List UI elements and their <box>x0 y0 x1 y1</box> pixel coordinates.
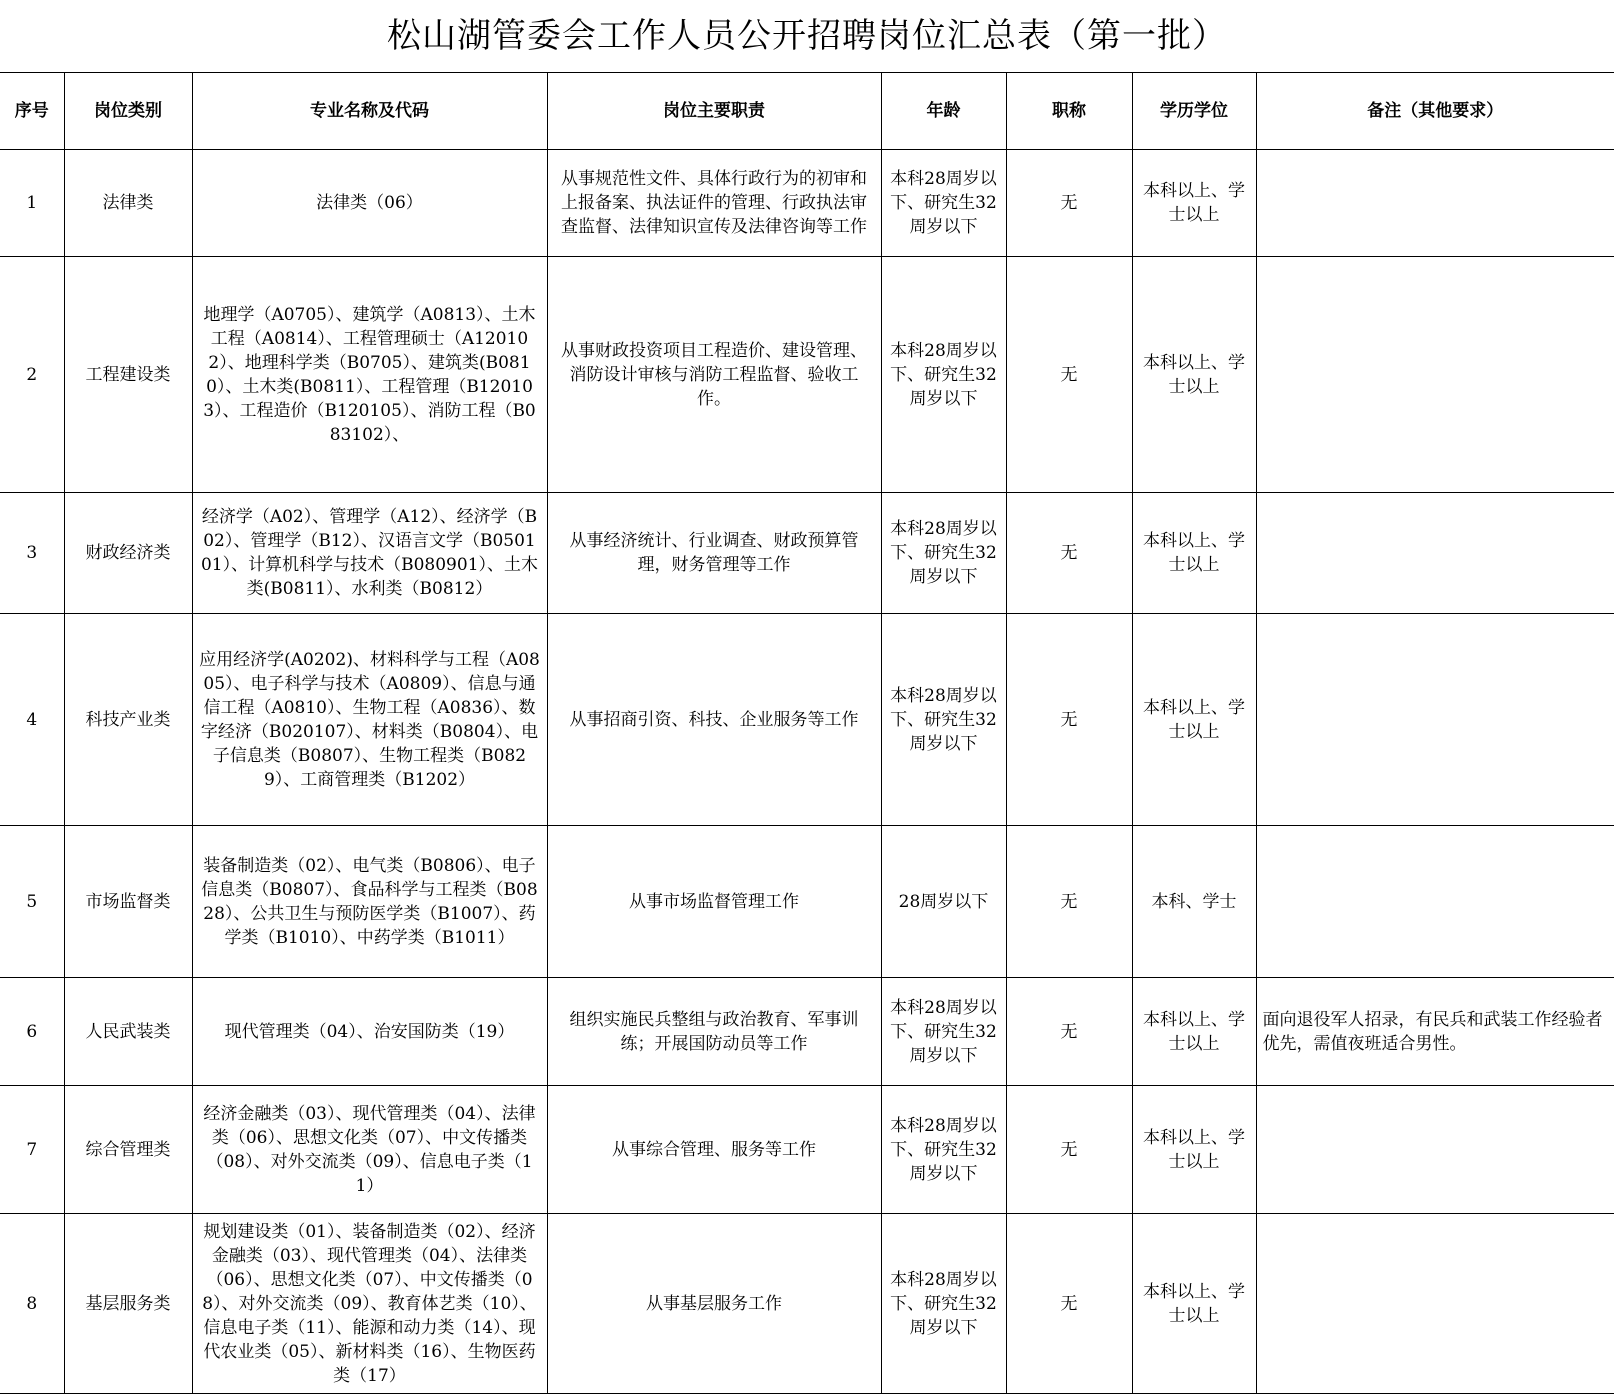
cell-seq: 2 <box>0 257 64 493</box>
cell-seq: 5 <box>0 826 64 978</box>
cell-category: 工程建设类 <box>64 257 192 493</box>
table-row <box>0 1086 1614 1214</box>
cell-seq: 3 <box>0 493 64 614</box>
cell-remark <box>1256 150 1614 257</box>
cell-education: 本科、学士 <box>1132 826 1256 978</box>
cell-duty: 从事综合管理、服务等工作 <box>547 1086 881 1214</box>
cell-category: 人民武装类 <box>64 978 192 1086</box>
cell-seq: 6 <box>0 978 64 1086</box>
cell-category: 科技产业类 <box>64 614 192 826</box>
table-row <box>0 1214 1614 1394</box>
header-major: 专业名称及代码 <box>192 73 547 150</box>
cell-category: 法律类 <box>64 150 192 257</box>
table-row <box>0 978 1614 1086</box>
cell-title: 无 <box>1006 614 1132 826</box>
header-education: 学历学位 <box>1132 73 1256 150</box>
cell-age: 本科28周岁以下、研究生32周岁以下 <box>881 150 1006 257</box>
header-seq: 序号 <box>0 73 64 150</box>
cell-title: 无 <box>1006 1086 1132 1214</box>
cell-major: 规划建设类（01）、装备制造类（02）、经济金融类（03）、现代管理类（04）、法律类（06）、思想文化类（07）、中文传播类（08）、对外交流类（09）、教育体艺类（10）、信息电子类（11）、能源和动力类（14）、现代农业类（05）、新材料类（16）、生物医药类（17） <box>192 1214 547 1394</box>
cell-remark <box>1256 614 1614 826</box>
cell-remark <box>1256 1214 1614 1394</box>
header-age: 年龄 <box>881 73 1006 150</box>
table-row <box>0 150 1614 257</box>
cell-seq: 4 <box>0 614 64 826</box>
header-category: 岗位类别 <box>64 73 192 150</box>
cell-category: 市场监督类 <box>64 826 192 978</box>
cell-title: 无 <box>1006 1214 1132 1394</box>
cell-seq: 8 <box>0 1214 64 1394</box>
cell-major: 地理学（A0705）、建筑学（A0813）、土木工程（A0814）、工程管理硕士（A120102）、地理科学类（B0705）、建筑类(B0810）、土木类(B0811）、工程管理（B120103）、工程造价（B120105）、消防工程（B083102）、 <box>192 257 547 493</box>
cell-age: 本科28周岁以下、研究生32周岁以下 <box>881 1214 1006 1394</box>
cell-title: 无 <box>1006 826 1132 978</box>
header-duty: 岗位主要职责 <box>547 73 881 150</box>
cell-duty: 从事市场监督管理工作 <box>547 826 881 978</box>
table-row <box>0 614 1614 826</box>
header-title: 职称 <box>1006 73 1132 150</box>
cell-remark <box>1256 1086 1614 1214</box>
cell-education: 本科以上、学士以上 <box>1132 1214 1256 1394</box>
cell-major: 经济学（A02）、管理学（A12）、经济学（B02）、管理学（B12）、汉语言文学（B050101）、计算机科学与技术（B080901）、土木类(B0811）、水利类（B0812） <box>192 493 547 614</box>
cell-major: 装备制造类（02）、电气类（B0806）、电子信息类（B0807）、食品科学与工程类（B0828）、公共卫生与预防医学类（B1007）、药学类（B1010）、中药学类（B1011） <box>192 826 547 978</box>
header-row <box>0 73 1614 150</box>
table-row <box>0 493 1614 614</box>
cell-education: 本科以上、学士以上 <box>1132 150 1256 257</box>
cell-duty: 从事招商引资、科技、企业服务等工作 <box>547 614 881 826</box>
cell-major: 法律类（06） <box>192 150 547 257</box>
cell-age: 本科28周岁以下、研究生32周岁以下 <box>881 614 1006 826</box>
cell-education: 本科以上、学士以上 <box>1132 1086 1256 1214</box>
cell-education: 本科以上、学士以上 <box>1132 978 1256 1086</box>
cell-education: 本科以上、学士以上 <box>1132 257 1256 493</box>
table-row <box>0 257 1614 493</box>
cell-remark: 面向退役军人招录，有民兵和武装工作经验者优先，需值夜班适合男性。 <box>1256 978 1614 1086</box>
cell-age: 本科28周岁以下、研究生32周岁以下 <box>881 1086 1006 1214</box>
table-row <box>0 826 1614 978</box>
cell-remark <box>1256 826 1614 978</box>
cell-age: 本科28周岁以下、研究生32周岁以下 <box>881 493 1006 614</box>
cell-title: 无 <box>1006 978 1132 1086</box>
cell-duty: 从事基层服务工作 <box>547 1214 881 1394</box>
cell-education: 本科以上、学士以上 <box>1132 493 1256 614</box>
cell-title: 无 <box>1006 150 1132 257</box>
page-title: 松山湖管委会工作人员公开招聘岗位汇总表（第一批） <box>0 0 1614 73</box>
cell-age: 本科28周岁以下、研究生32周岁以下 <box>881 978 1006 1086</box>
cell-category: 综合管理类 <box>64 1086 192 1214</box>
cell-major: 应用经济学(A0202)、材料科学与工程（A0805）、电子科学与技术（A0809）、信息与通信工程（A0810）、生物工程（A0836）、数字经济（B020107）、材料类（B0804）、电子信息类（B0807）、生物工程类（B0829）、工商管理类（B1202） <box>192 614 547 826</box>
cell-category: 基层服务类 <box>64 1214 192 1394</box>
cell-major: 现代管理类（04）、治安国防类（19） <box>192 978 547 1086</box>
cell-duty: 从事经济统计、行业调查、财政预算管理，财务管理等工作 <box>547 493 881 614</box>
cell-seq: 7 <box>0 1086 64 1214</box>
cell-title: 无 <box>1006 257 1132 493</box>
cell-age: 本科28周岁以下、研究生32周岁以下 <box>881 257 1006 493</box>
cell-category: 财政经济类 <box>64 493 192 614</box>
cell-remark <box>1256 257 1614 493</box>
cell-duty: 从事财政投资项目工程造价、建设管理、消防设计审核与消防工程监督、验收工作。 <box>547 257 881 493</box>
cell-title: 无 <box>1006 493 1132 614</box>
cell-seq: 1 <box>0 150 64 257</box>
cell-remark <box>1256 493 1614 614</box>
cell-education: 本科以上、学士以上 <box>1132 614 1256 826</box>
cell-major: 经济金融类（03）、现代管理类（04）、法律类（06）、思想文化类（07）、中文传播类（08）、对外交流类（09）、信息电子类（11） <box>192 1086 547 1214</box>
cell-duty: 组织实施民兵整组与政治教育、军事训练；开展国防动员等工作 <box>547 978 881 1086</box>
cell-duty: 从事规范性文件、具体行政行为的初审和上报备案、执法证件的管理、行政执法审查监督、法律知识宣传及法律咨询等工作 <box>547 150 881 257</box>
header-remark: 备注（其他要求） <box>1256 73 1614 150</box>
cell-age: 28周岁以下 <box>881 826 1006 978</box>
